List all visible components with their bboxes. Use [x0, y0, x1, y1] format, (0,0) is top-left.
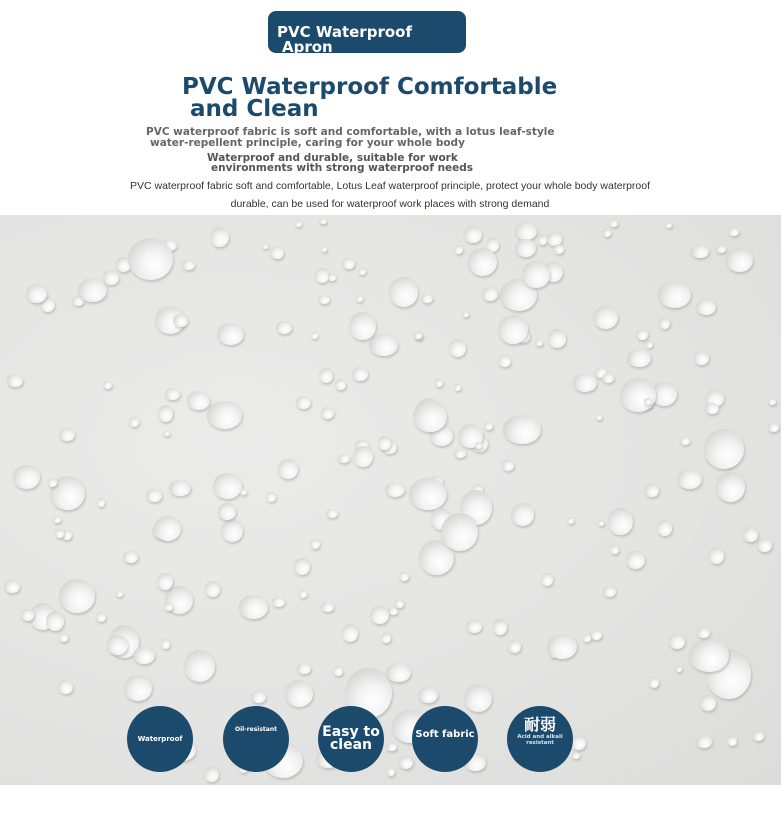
water-drop [399, 572, 409, 581]
acid-alkali-caption: Acid and alkali resistant [517, 734, 563, 746]
product-badge [268, 11, 466, 56]
water-drop [240, 489, 247, 495]
water-drop [418, 687, 438, 703]
water-drop [154, 516, 181, 541]
water-drop [627, 349, 652, 368]
water-drop [262, 244, 268, 249]
header-section [0, 0, 781, 215]
water-drop [535, 340, 543, 346]
water-drop [522, 261, 550, 288]
water-drop [59, 428, 75, 440]
water-drop [319, 219, 326, 225]
water-drop [158, 405, 173, 422]
water-drop [646, 341, 653, 348]
water-drop [116, 591, 123, 597]
water-drop [207, 401, 242, 429]
water-drop [128, 238, 173, 280]
water-drop [704, 429, 744, 469]
water-drop [726, 248, 753, 272]
water-drop [342, 624, 359, 642]
water-drop [547, 634, 577, 660]
water-drop [205, 581, 221, 597]
water-drop [217, 323, 244, 346]
water-drop [295, 221, 302, 227]
subtitle1-line1: PVC waterproof fabric is soft and comfortable, with a lotus leaf-style [146, 126, 555, 138]
water-drop [395, 599, 404, 608]
water-drop [413, 401, 447, 432]
acid-alkali-title: 耐弱 [523, 715, 556, 734]
water-drop [276, 321, 292, 334]
water-drop [187, 391, 210, 411]
water-drop [676, 666, 682, 673]
water-drop [541, 573, 553, 586]
water-drop [768, 398, 776, 405]
water-drop [484, 422, 493, 430]
water-drop [333, 666, 343, 675]
water-drop [603, 229, 611, 237]
water-drop [414, 332, 422, 339]
water-drop [583, 634, 591, 642]
water-drop [508, 640, 521, 653]
water-drop [610, 545, 618, 554]
water-drop [356, 295, 363, 302]
water-drop [278, 459, 298, 479]
water-drop [548, 329, 567, 348]
water-drop [103, 381, 112, 389]
water-drop [358, 268, 366, 275]
water-drop [146, 489, 162, 502]
water-drop [321, 246, 327, 253]
water-drop [251, 691, 266, 703]
water-drop [328, 274, 335, 282]
water-drop [321, 602, 333, 612]
water-drop [482, 287, 498, 301]
water-drop [353, 446, 373, 467]
water-drop [659, 318, 670, 329]
water-drop [46, 611, 64, 631]
water-drop [421, 294, 433, 304]
water-drop [626, 551, 645, 569]
water-drop [378, 436, 392, 450]
subtitle-comfort [146, 127, 616, 149]
description-line1: PVC waterproof fabric soft and comfortable, Lotus Leaf waterproof principle, protect your whole body waterproof [129, 180, 651, 192]
water-drop [21, 609, 35, 621]
water-drop [129, 417, 139, 428]
water-drop [13, 465, 40, 489]
water-drop [157, 573, 173, 590]
water-drop [757, 538, 773, 551]
water-drop [96, 612, 106, 622]
water-drop [53, 516, 61, 522]
water-drop [608, 508, 633, 535]
water-drop [239, 595, 267, 619]
water-drop [381, 633, 390, 643]
feature-oil-resistant-badge: Oil-resistant [223, 706, 289, 772]
water-drop [161, 639, 171, 650]
water-drop [503, 415, 541, 444]
water-drop [326, 509, 338, 518]
water-drop [59, 633, 68, 642]
water-drop [498, 315, 528, 344]
water-drop [7, 374, 23, 387]
water-drop [689, 639, 730, 671]
water-drop [103, 270, 120, 284]
water-drop [435, 379, 443, 387]
water-drop [315, 268, 329, 283]
water-drop [124, 675, 153, 701]
water-drop [184, 650, 215, 682]
water-drop [454, 449, 466, 458]
water-drop [4, 580, 20, 593]
water-drop [59, 579, 95, 614]
water-drop [602, 373, 614, 383]
water-drop [338, 454, 350, 464]
water-drop [743, 527, 758, 542]
water-drop [620, 378, 656, 412]
water-drop [768, 423, 779, 433]
water-drop [515, 222, 537, 240]
feature-acid-alkali-badge [507, 706, 573, 772]
water-drop [221, 519, 244, 542]
water-drop [349, 312, 376, 340]
water-drop [164, 603, 173, 610]
water-drop [596, 414, 602, 420]
water-drop [169, 480, 190, 496]
water-drop [266, 492, 276, 502]
water-drop [502, 460, 514, 470]
water-drop [498, 355, 511, 368]
water-drop [511, 503, 534, 525]
feature-waterproof-badge: Waterproof [127, 706, 193, 772]
badge-line1: PVC Waterproof [277, 23, 412, 41]
water-drop [210, 227, 229, 247]
water-drop [669, 634, 685, 650]
water-drop [294, 558, 310, 575]
water-drop [389, 277, 418, 306]
water-drop [636, 329, 648, 340]
water-drop [658, 281, 692, 308]
water-drop [677, 469, 702, 489]
water-drop [567, 517, 574, 523]
water-drop [272, 597, 285, 607]
water-drop [441, 513, 478, 551]
water-drop [297, 663, 311, 675]
water-drop [321, 407, 334, 419]
water-drop [645, 484, 659, 498]
water-drop [665, 222, 672, 228]
water-drop [709, 547, 725, 564]
water-drop [123, 551, 137, 563]
water-drop [462, 312, 469, 317]
subtitle2-line1: Waterproof and durable, suitable for work [207, 152, 458, 164]
water-drop [370, 606, 389, 623]
water-drop [311, 332, 318, 339]
water-drop [163, 431, 169, 436]
water-drop [299, 590, 308, 598]
water-drop [694, 351, 710, 366]
water-drop [270, 246, 284, 259]
water-drop [609, 220, 618, 227]
subtitle1-line2: water-repellent principle, caring for your whole body [150, 137, 465, 149]
water-drop [310, 539, 320, 549]
water-drop [538, 235, 548, 245]
water-drop [466, 620, 482, 633]
description-line2: durable, can be used for waterproof work places with strong demand [230, 198, 550, 210]
water-drop [335, 379, 346, 391]
water-drop [285, 680, 314, 707]
water-droplets-photo [0, 215, 781, 785]
water-drop [464, 226, 482, 244]
water-drop [296, 396, 311, 409]
water-drop [691, 245, 709, 259]
water-drop [696, 299, 716, 315]
water-drop [454, 245, 463, 255]
feature-icons [0, 706, 781, 772]
water-drop [97, 498, 105, 507]
page-headline [182, 76, 582, 120]
water-drop [385, 482, 405, 497]
water-drop [318, 295, 330, 304]
water-drop [218, 503, 236, 519]
water-drop [342, 258, 355, 270]
water-drop [182, 260, 195, 270]
water-drop [603, 586, 616, 597]
feature-soft-fabric-badge: Soft fabric [412, 706, 478, 772]
water-drop [493, 619, 508, 635]
water-drop [593, 306, 618, 329]
headline-line1: PVC Waterproof Comfortable [182, 74, 558, 100]
water-drop [454, 384, 461, 391]
water-drop [680, 437, 691, 445]
water-drop [173, 314, 187, 327]
water-drop [213, 473, 243, 500]
water-drop [55, 529, 65, 538]
water-drop [352, 367, 368, 382]
water-drop [657, 520, 673, 536]
water-drop [58, 680, 74, 695]
water-drop [319, 368, 334, 383]
water-drop [409, 478, 447, 511]
water-drop [133, 647, 155, 664]
water-drop [165, 388, 180, 400]
subtitle-durable [207, 153, 527, 173]
water-drop [388, 607, 398, 615]
water-drop [515, 239, 536, 257]
water-drop [48, 478, 57, 486]
water-drop [386, 663, 411, 682]
water-drop [697, 628, 710, 639]
water-drop [598, 520, 605, 526]
water-drop [573, 373, 597, 392]
badge-line2: Apron [282, 38, 333, 56]
feature-easy-clean-badge: Easy to clean [318, 706, 384, 772]
water-drop [475, 442, 482, 448]
water-drop [590, 630, 602, 640]
water-drop [554, 244, 564, 254]
water-drop [449, 339, 466, 357]
water-drop [468, 248, 497, 276]
footer-spacer [0, 785, 781, 828]
water-drop [716, 472, 746, 502]
water-drop [716, 245, 726, 253]
product-description [60, 177, 720, 213]
headline-line2: and Clean [190, 96, 319, 122]
water-drop [649, 677, 660, 688]
water-drop [369, 334, 398, 356]
water-drop [728, 228, 739, 236]
water-drop [705, 403, 719, 414]
subtitle2-line2: environments with strong waterproof needs [211, 162, 474, 174]
